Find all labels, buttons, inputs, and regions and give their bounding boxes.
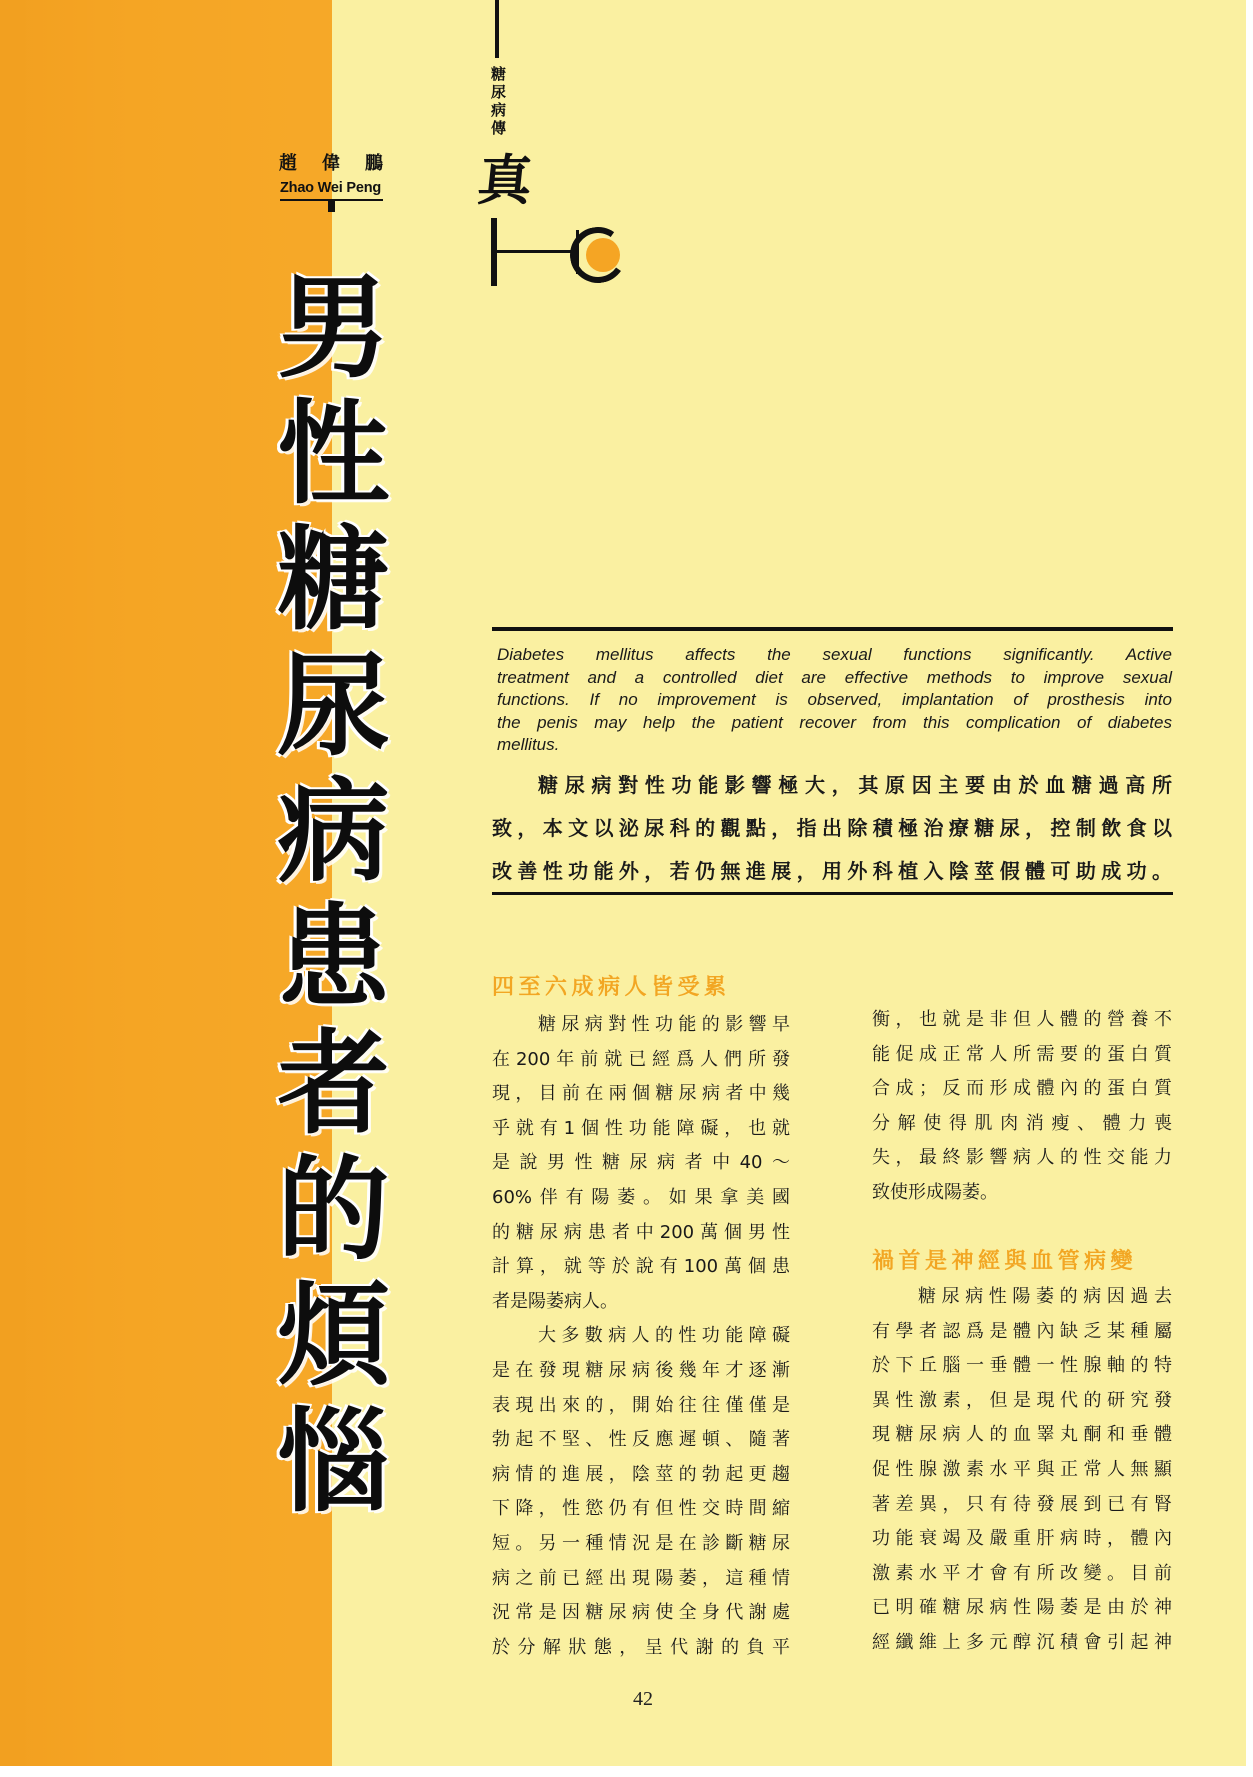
abstract-english xyxy=(497,644,1172,757)
author-tick-mark xyxy=(328,200,335,212)
body-line: 現糖尿病人的血睪丸酮和垂體 xyxy=(872,1424,1172,1446)
abstract-chinese-line: 改善性功能外，若仍無進展，用外科植入陰莖假體可助成功。 xyxy=(492,859,1172,883)
section-heading-right: 禍首是神經與血管病變 xyxy=(872,1249,1138,1274)
body-line: 在200年前就已經爲人們所發 xyxy=(492,1048,790,1070)
body-line: 計算，就等於說有100萬個患 xyxy=(492,1256,790,1278)
logo-horizontal-bar xyxy=(497,250,577,253)
abstract-english-line: the penis may help the patient recover from this complication of diabetes xyxy=(497,712,1172,732)
body-line: 短。另一種情況是在診斷糖尿 xyxy=(492,1532,790,1554)
body-line: 致使形成陽萎。 xyxy=(872,1181,998,1203)
column-label: 糖尿病傳 xyxy=(489,66,507,138)
body-line: 現，目前在兩個糖尿病者中幾 xyxy=(492,1083,790,1105)
body-line: 下降，性慾仍有但性交時間縮 xyxy=(492,1498,790,1520)
abstract-english-line: treatment and a controlled diet are effective methods to improve sexual xyxy=(497,667,1172,687)
body-line: 者是陽萎病人。 xyxy=(492,1290,618,1312)
body-line: 60%伴有陽萎。如果拿美國 xyxy=(492,1186,790,1208)
body-line: 合成；反而形成體內的蛋白質 xyxy=(872,1078,1172,1100)
body-line: 乎就有1個性功能障礙，也就 xyxy=(492,1117,790,1139)
abstract-chinese-line: 糖尿病對性功能影響極大，其原因主要由於血糖過高所 xyxy=(538,773,1172,797)
abstract-english-line: mellitus. xyxy=(497,735,560,754)
body-line: 失，最終影響病人的性交能力 xyxy=(872,1147,1172,1169)
body-column-right xyxy=(872,1280,1172,1661)
body-line: 已明確糖尿病性陽萎是由於神 xyxy=(872,1597,1172,1619)
abstract-english-line: functions. If no improvement is observed, implantation of prosthesis into xyxy=(497,690,1172,709)
column-marker-line xyxy=(495,0,499,58)
page-number: 42 xyxy=(633,1688,653,1710)
abstract-bottom-rule xyxy=(492,892,1173,895)
body-line: 著差異，只有待發展到已有腎 xyxy=(872,1493,1172,1515)
body-line: 的糖尿病患者中200萬個男性 xyxy=(492,1221,790,1243)
abstract-english-line: Diabetes mellitus affects the sexual functions significantly. Active xyxy=(497,645,1172,664)
body-line: 功能衰竭及嚴重肝病時，體內 xyxy=(872,1528,1172,1550)
body-line: 病之前已經出現陽萎，這種情 xyxy=(492,1567,790,1589)
body-line: 病情的進展，陰莖的勃起更趨 xyxy=(492,1463,790,1485)
body-line: 異性激素，但是現代的研究發 xyxy=(872,1389,1172,1411)
body-column-left xyxy=(492,1008,790,1665)
body-line: 分解使得肌肉消瘦、體力喪 xyxy=(872,1112,1172,1134)
body-line: 有學者認爲是體內缺乏某種屬 xyxy=(872,1320,1172,1342)
body-line: 是在發現糖尿病後幾年才逐漸 xyxy=(492,1359,790,1381)
body-line: 勃起不堅、性反應遲頓、隨著 xyxy=(492,1429,790,1451)
article-title: 男性糖尿病患者的煩惱 xyxy=(259,268,389,1528)
author-name-english: Zhao Wei Peng xyxy=(280,180,382,196)
body-line: 糖尿病性陽萎的病因過去 xyxy=(918,1286,1172,1307)
body-line: 於分解狀態，呈代謝的負平 xyxy=(492,1636,790,1658)
body-line: 於下丘腦一垂體一性腺軸的特 xyxy=(872,1355,1172,1377)
abstract-chinese xyxy=(492,764,1172,893)
section-heading-left: 四至六成病人皆受累 xyxy=(492,975,731,1000)
body-line: 是說男性糖尿病者中40～ xyxy=(492,1152,790,1174)
author-name-chinese: 趙 偉 鵬 xyxy=(279,153,383,174)
body-line: 能促成正常人所需要的蛋白質 xyxy=(872,1043,1172,1065)
body-line: 糖尿病對性功能的影響早 xyxy=(538,1014,790,1035)
abstract-chinese-line: 致，本文以泌尿科的觀點，指出除積極治療糖尿，控制飲食以 xyxy=(492,816,1172,840)
column-label-big-character: 真 xyxy=(474,148,536,212)
body-line: 促性腺激素水平與正常人無顯 xyxy=(872,1458,1172,1480)
body-column-right-continuation xyxy=(872,1003,1172,1211)
body-line: 表現出來的，開始往往僅僅是 xyxy=(492,1394,790,1416)
body-line: 衡，也就是非但人體的營養不 xyxy=(872,1009,1172,1030)
body-line: 經纖維上多元醇沉積會引起神 xyxy=(872,1631,1172,1653)
body-line: 激素水平才會有所改變。目前 xyxy=(872,1562,1172,1584)
body-line: 大多數病人的性功能障礙 xyxy=(538,1325,790,1347)
abstract-top-rule xyxy=(492,627,1173,631)
body-line: 況常是因糖尿病使全身代謝處 xyxy=(492,1602,790,1624)
